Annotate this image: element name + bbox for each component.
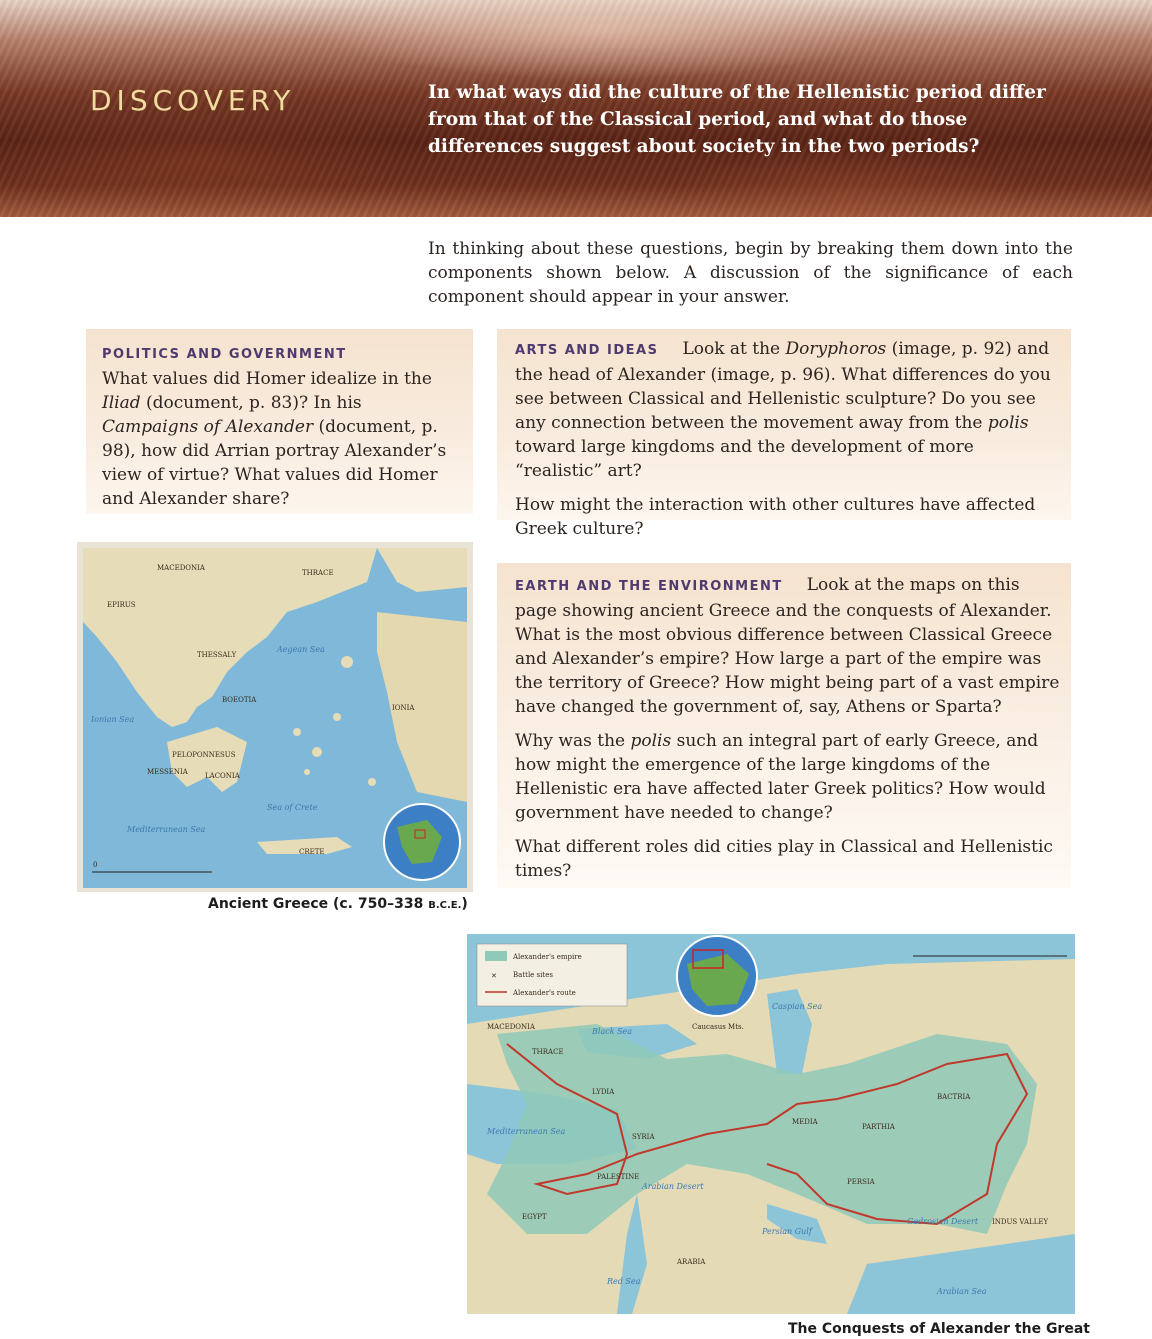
greece-map-graphic	[77, 542, 473, 892]
label-aegean-sea: Aegean Sea	[277, 645, 325, 654]
label-macedonia: MACEDONIA	[157, 564, 205, 572]
legend-route: Alexander's route	[513, 989, 576, 997]
label-peloponnesus: PELOPONNESUS	[172, 751, 236, 759]
label-boeotia: BOEOTIA	[222, 696, 257, 704]
label-egypt: EGYPT	[522, 1213, 547, 1221]
politics-box	[86, 329, 473, 514]
label-persian-gulf: Persian Gulf	[762, 1227, 812, 1236]
svg-text:0: 0	[93, 861, 98, 869]
label-persia: PERSIA	[847, 1178, 875, 1186]
label-thrace: THRACE	[532, 1048, 564, 1056]
earth-text-1: EARTH AND THE ENVIRONMENT Look at the maps on this page showing ancient Greece and the conquests of Alexander. What is the most obvious difference between Classical Greece and Alexander’s empire? How large a part of the empire was the territory of Greece? How might being part of a vast empire have changed the government of, say, Athens or Sparta?	[515, 575, 1060, 717]
section-title: DISCOVERY	[90, 84, 296, 117]
politics-heading: POLITICS AND GOVERNMENT	[102, 347, 347, 362]
label-crete: CRETE	[299, 848, 325, 856]
label-arabian-desert: Arabian Desert	[642, 1182, 704, 1191]
label-indus-valley: INDUS VALLEY	[992, 1218, 1049, 1226]
label-parthia: PARTHIA	[862, 1123, 895, 1131]
legend-battle-sites: Battle sites	[513, 971, 553, 979]
map-ancient-greece	[77, 542, 473, 892]
label-media: MEDIA	[792, 1118, 818, 1126]
caption-ancient-greece: Ancient Greece (c. 750–338 B.C.E.)	[208, 896, 468, 912]
discovery-question: In what ways did the culture of the Hellenistic period differ from that of the Classical period, and what do those differences suggest about society in the two periods?	[428, 82, 1046, 157]
label-thrace: THRACE	[302, 569, 334, 577]
intro-paragraph: In thinking about these questions, begin by breaking them down into the components shown below. A discussion of the significance of each component should appear in your answer.	[428, 239, 1073, 307]
label-lydia: LYDIA	[592, 1088, 615, 1096]
label-macedonia: MACEDONIA	[487, 1023, 535, 1031]
politics-text: What values did Homer idealize in the Iliad (document, p. 83)? In his Campaigns of Alexander (document, p. 98), how did Arrian portray Alexander’s view of virtue? What values did Homer and Alexander share?	[102, 369, 447, 509]
label-mediterranean-sea: Mediterranean Sea	[487, 1127, 566, 1136]
label-gedrosian-desert: Gedrosian Desert	[907, 1217, 979, 1226]
earth-text-3: What different roles did cities play in Classical and Hellenistic times?	[515, 837, 1053, 881]
label-laconia: LACONIA	[205, 772, 240, 780]
caption-conquests: The Conquests of Alexander the Great	[788, 1321, 1090, 1337]
label-messenia: MESSENIA	[147, 768, 188, 776]
header-banner	[0, 0, 1152, 217]
svg-text:✕: ✕	[491, 972, 497, 980]
earth-heading: EARTH AND THE ENVIRONMENT	[515, 579, 783, 594]
arts-heading: ARTS AND IDEAS	[515, 343, 659, 358]
label-mediterranean-sea: Mediterranean Sea	[127, 825, 206, 834]
label-caspian-sea: Caspian Sea	[772, 1002, 823, 1011]
label-arabian-sea: Arabian Sea	[937, 1287, 987, 1296]
earth-text-2: Why was the polis such an integral part of early Greece, and how might the emergence of the large kingdoms of the Hellenistic era have affected later Greek politics? How would government have needed to change?	[515, 731, 1046, 823]
arts-box	[497, 329, 1071, 539]
label-caucasus: Caucasus Mts.	[692, 1023, 744, 1031]
label-ionian-sea: Ionian Sea	[91, 715, 135, 724]
map-conquests-alexander	[467, 934, 1075, 1314]
label-syria: SYRIA	[632, 1133, 655, 1141]
arts-text-2: How might the interaction with other cultures have affected Greek culture?	[515, 495, 1036, 539]
label-sea-of-crete: Sea of Crete	[267, 803, 318, 812]
label-epirus: EPIRUS	[107, 601, 136, 609]
label-ionia: IONIA	[392, 704, 415, 712]
label-red-sea: Red Sea	[607, 1277, 641, 1286]
label-arabia: ARABIA	[677, 1258, 706, 1266]
label-bactria: BACTRIA	[937, 1093, 971, 1101]
alexander-map-graphic	[467, 934, 1075, 1314]
label-palestine: PALESTINE	[597, 1173, 640, 1181]
arts-text-1: ARTS AND IDEAS Look at the Doryphoros (image, p. 92) and the head of Alexander (image, p. 96). What differences do you see between Classical and Hellenistic sculpture? Do you see any connection between the movement away from the polis toward large kingdoms and the development of more “realistic” art?	[515, 339, 1051, 481]
earth-box	[497, 563, 1071, 888]
label-black-sea: Black Sea	[592, 1027, 633, 1036]
label-thessaly: THESSALY	[197, 651, 237, 659]
legend-empire: Alexander's empire	[513, 953, 582, 961]
